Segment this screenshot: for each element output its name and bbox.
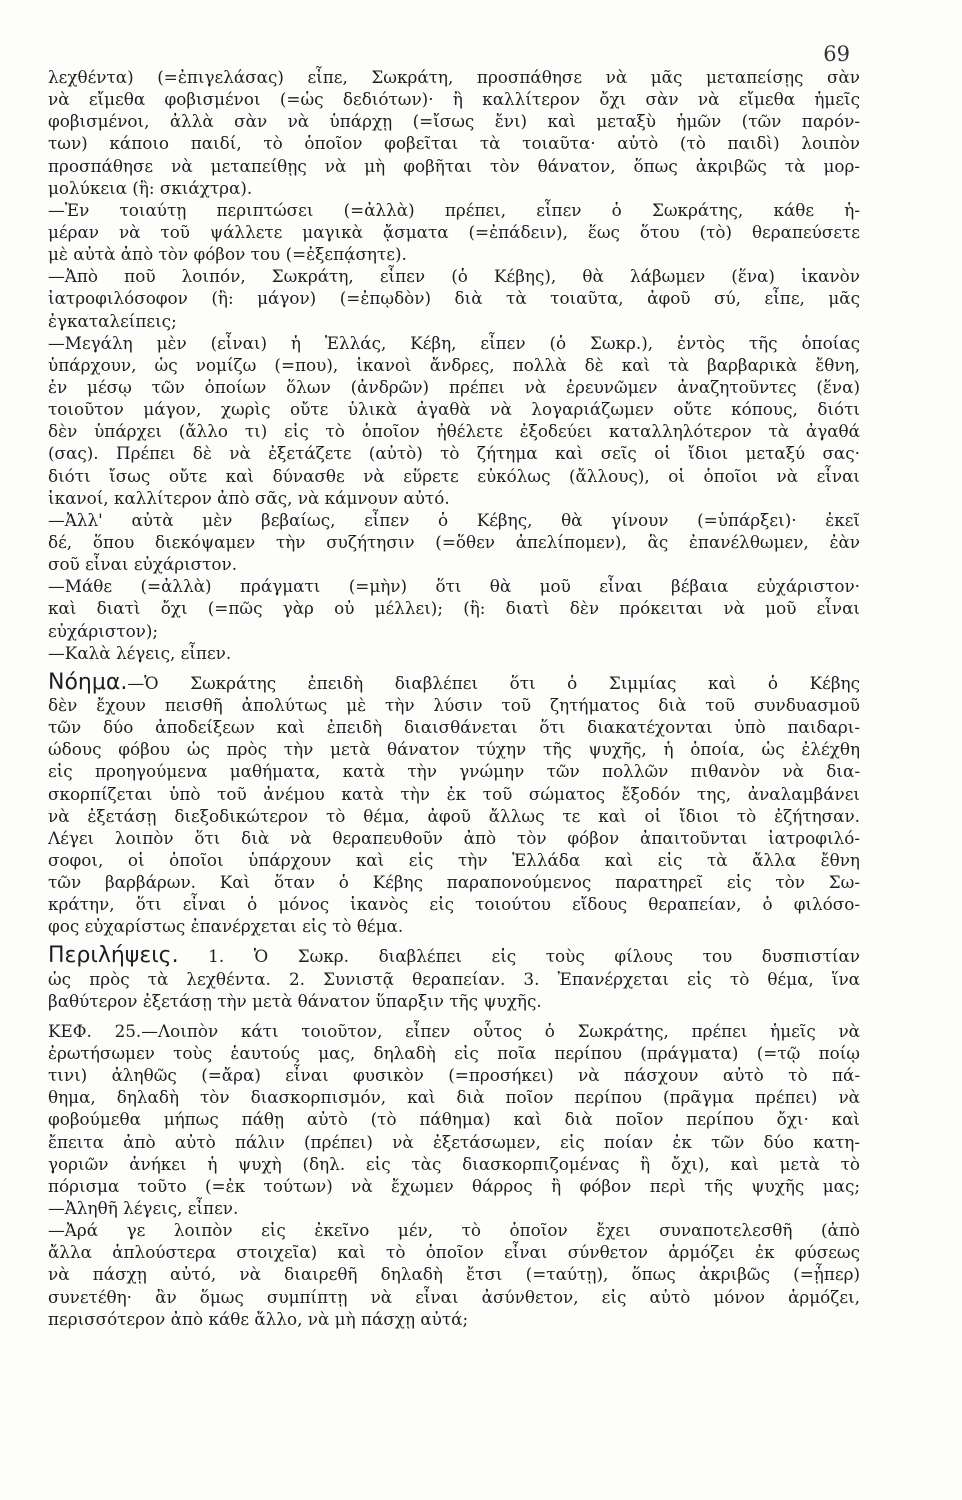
- text-line: δέ, ὅπου διεκόψαμεν τὴν συζήτησιν (=ὅθεν ἀπελίπομεν), ἃς ἐπανέλθωμεν, ἐὰν: [48, 531, 860, 552]
- text-line: διότι ἴσως οὔτε καὶ δύνασθε νὰ εὕρετε εὐκόλως (ἄλλους), οἱ ὁποῖοι νὰ εἶναι: [48, 465, 860, 486]
- text-line: —Ἀληθῆ λέγεις, εἶπεν.: [48, 1198, 239, 1219]
- text-line: —Ἐν τοιαύτῃ περιπτώσει (=ἀλλὰ) πρέπει, εἶπεν ὁ Σωκράτης, κάθε ἡ-: [48, 199, 860, 220]
- text-line: βαθύτερον ἐξετάσῃ τὴν μετὰ θάνατον ὕπαρξιν τῆς ψυχῆς.: [48, 990, 542, 1011]
- text-line: σοφοι, οἱ ὁποῖοι ὑπάρχουν καὶ εἰς τὴν Ἑλλάδα καὶ εἰς τὰ ἄλλα ἔθνη: [48, 849, 860, 870]
- text-line: δὲν ὑπάρχει (ἄλλο τι) εἰς τὸ ὁποῖον ἠθέλετε ἐξοδεύει καταλληλότερον τὰ ἀγαθά: [48, 421, 860, 442]
- text-line: τινι) ἀληθῶς (=ἄρα) εἶναι φυσικὸν (=προσήκει) νὰ πάσχουν αὐτὸ τὸ πά-: [48, 1065, 860, 1086]
- text-line: εὐχάριστον);: [48, 620, 159, 641]
- text-line: —Μάθε (=ἀλλὰ) πράγματι (=μὴν) ὅτι θὰ μοῦ εἶναι βέβαια εὐχάριστον·: [48, 576, 860, 597]
- text-line: εἰς προηγούμενα μαθήματα, κατὰ τὴν γνώμην τῶν πολλῶν πιθανὸν νὰ δια-: [48, 761, 860, 782]
- section-heading-line: Νόημα.—Ὁ Σωκράτης ἐπειδὴ διαβλέπει ὅτι ὁ Σιμμίας καὶ ὁ Κέβης: [48, 669, 860, 695]
- section-heading-line: Περιλήψεις. 1. Ὁ Σωκρ. διαβλέπει εἰς τοὺς φίλους του δυσπιστίαν: [48, 943, 860, 969]
- text-line: (σας). Πρέπει δὲ νὰ ἐξετάζετε (αὐτὸ) τὸ ζήτημα καὶ σεῖς οἱ ἴδιοι μεταξύ σας·: [48, 443, 860, 464]
- text-line: πόρισμα τοῦτο (=ἐκ τούτων) νὰ ἔχωμεν θάρρος ἢ φόβον περὶ τῆς ψυχῆς μας;: [48, 1175, 860, 1196]
- section-gap: [48, 664, 860, 672]
- text-line: —Μεγάλη μὲν (εἶναι) ἡ Ἑλλάς, Κέβη, εἶπεν (ὁ Σωκρ.), ἐντὸς τῆς ὁποίας: [48, 332, 860, 353]
- text-line: Λέγει λοιπὸν ὅτι διὰ νὰ θεραπευθοῦν ἀπὸ τὸν φόβον ἀπαιτοῦνται ἰατροφιλό-: [48, 827, 860, 848]
- text-line: φοβισμένοι, ἀλλὰ σὰν νὰ ὑπάρχῃ (=ἴσως ἔνι) καὶ μεταξὺ ἡμῶν (τῶν παρόν-: [48, 111, 860, 132]
- text-line: τοιοῦτον μάγον, χωρὶς οὔτε ὑλικὰ ἀγαθὰ νὰ λογαριάζωμεν οὔτε κόπους, διότι: [48, 399, 860, 420]
- text-line: ΚΕΦ. 25.—Λοιπὸν κάτι τοιοῦτον, εἶπεν οὗτος ὁ Σωκράτης, πρέπει ἡμεῖς νὰ: [48, 1020, 860, 1041]
- text-line: —Καλὰ λέγεις, εἶπεν.: [48, 642, 232, 663]
- text-line: τῶν βαρβάρων. Καὶ ὅταν ὁ Κέβης παραπονούμενος παρατηρεῖ εἰς τὸν Σω-: [48, 872, 860, 893]
- text-line: νὰ εἴμεθα φοβισμένοι (=ὡς δεδιότων)· ἢ καλλίτερον ὄχι σὰν νὰ εἴμεθα ἡμεῖς: [48, 89, 860, 110]
- text-line: μέραν νὰ τοῦ ψάλλετε μαγικὰ ᾄσματα (=ἐπάδειν), ἕως ὅτου (τὸ) θεραπεύσετε: [48, 221, 860, 242]
- text-line: ὑπάρχουν, ὡς νομίζω (=που), ἱκανοὶ ἄνδρες, πολλὰ δὲ καὶ τὰ βαρβαρικὰ ἔθνη,: [48, 354, 860, 375]
- text-line: ἄλλα ἁπλούστερα στοιχεῖα) καὶ τὸ ὁποῖον εἶναι σύνθετον ἁρμόζει ἐκ φύσεως: [48, 1242, 860, 1263]
- text-line: κράτην, ὅτι εἶναι ὁ μόνος ἱκανὸς εἰς τοιούτου εἴδους θεραπείαν, ὁ φιλόσο-: [48, 894, 860, 915]
- text-line: γοριῶν ἀνήκει ἡ ψυχὴ (δηλ. εἰς τὰς διασκορπιζομένας ἢ ὄχι), καὶ μετὰ τὸ: [48, 1153, 860, 1174]
- text-line: τῶν δύο ἀποδείξεων καὶ ἐπειδὴ διαισθάνεται ὅτι διακατέχονται ὑπὸ παιδαρι-: [48, 717, 860, 738]
- text-line: —Ἀπὸ ποῦ λοιπόν, Σωκράτη, εἶπεν (ὁ Κέβης), θὰ λάβωμεν (ἕνα) ἱκανὸν: [48, 266, 860, 287]
- text-line: φος εὐχαρίστως ἐπανέρχεται εἰς τὸ θέμα.: [48, 916, 404, 937]
- text-line: προσπάθησε νὰ μεταπείθῃς νὰ μὴ φοβῆται τὸν θάνατον, ὅπως ἀκριβῶς τὰ μορ-: [48, 155, 860, 176]
- text-line: δὲν ἔχουν πεισθῆ ἀπολύτως μὲ τὴν λύσιν τοῦ ζητήματος διὰ τοῦ συνδυασμοῦ: [48, 694, 860, 715]
- text-line: ἐν μέσῳ τῶν ὁποίων ὅλων (ἀνδρῶν) πρέπει νὰ ἐρευνῶμεν ἀναζητοῦντες (ἕνα): [48, 376, 860, 397]
- text-line: —Ἀρά γε λοιπὸν εἰς ἐκεῖνο μέν, τὸ ὁποῖον ἔχει συναποτελεσθῆ (ἀπὸ: [48, 1220, 860, 1241]
- text-line: καὶ διατὶ ὄχι (=πῶς γὰρ οὐ μέλλει); (ἢ: διατὶ δὲν πρόκειται νὰ μοῦ εἶναι: [48, 598, 860, 619]
- page-number: 69: [823, 42, 850, 66]
- text-line: νὰ ἐξετάσῃ διεξοδικώτερον τὸ θέμα, ἀφοῦ ἄλλως τε καὶ οἱ ἴδιοι τὸ ἐζήτησαν.: [48, 805, 860, 826]
- text-line: μὲ αὐτὰ ἀπὸ τὸν φόβον του (=ἐξεπᾴσητε).: [48, 244, 407, 265]
- text-line: ἔπειτα ἀπὸ αὐτὸ πάλιν (πρέπει) νὰ ἐξετάσωμεν, εἰς ποίαν ἐκ τῶν δύο κατη-: [48, 1131, 860, 1152]
- text-line: σοῦ εἶναι εὐχάριστον.: [48, 554, 238, 575]
- section-gap: [48, 1012, 860, 1020]
- text-line: σκορπίζεται ὑπὸ τοῦ ἀνέμου κατὰ τὴν ἐκ τοῦ σώματος ἔξοδόν της, ἀναλαμβάνει: [48, 783, 860, 804]
- text-line: περισσότερον ἀπὸ κάθε ἄλλο, νὰ μὴ πάσχῃ αὐτά;: [48, 1308, 469, 1329]
- text-line: ἐγκαταλείπεις;: [48, 310, 177, 331]
- text-line: θημα, δηλαδὴ τὸν διασκορπισμόν, καὶ διὰ ποῖον περίπου (πρᾶγμα πρέπει) νὰ: [48, 1087, 860, 1108]
- text-line: ἐρωτήσωμεν τοὺς ἑαυτούς μας, δηλαδὴ εἰς ποῖα περίπου (πράγματα) (=τῷ ποίῳ: [48, 1043, 860, 1064]
- text-line: ἱκανοί, καλλίτερον ἀπὸ σᾶς, νὰ κάμνουν αὐτό.: [48, 487, 450, 508]
- text-line: ώδους φόβου ὡς πρὸς τὴν μετὰ θάνατον τύχην τῆς ψυχῆς, ἡ ὁποία, ὡς ἐλέχθη: [48, 739, 860, 760]
- text-line: μολύκεια (ἢ: σκιάχτρα).: [48, 177, 253, 198]
- text-line: ὡς πρὸς τὰ λεχθέντα. 2. Συνιστᾷ θεραπείαν. 3. Ἐπανέρχεται εἰς τὸ θέμα, ἵνα: [48, 968, 860, 989]
- text-line: συνετέθη· ἂν ὅμως συμπίπτῃ νὰ εἶναι ἀσύνθετον, εἰς αὐτὸ μόνον ἁρμόζει,: [48, 1286, 860, 1307]
- text-line: λεχθέντα) (=ἐπιγελάσας) εἶπε, Σωκράτη, προσπάθησε νὰ μᾶς μεταπείσῃς σὰν: [48, 67, 860, 87]
- text-line: νὰ πάσχῃ αὐτό, νὰ διαιρεθῆ δηλαδὴ ἔτσι (=ταύτῃ), ὅπως ἀκριβῶς (=ᾗπερ): [48, 1264, 860, 1285]
- text-line: ἰατροφιλόσοφον (ἢ: μάγον) (=ἐπῳδὸν) διὰ τὰ τοιαῦτα, ἀφοῦ σύ, εἶπε, μᾶς: [48, 288, 860, 309]
- text-line: των) κάποιο παιδί, τὸ ὁποῖον φοβεῖται τὰ τοιαῦτα· αὐτὸ (τὸ παιδὶ) λοιπὸν: [48, 133, 860, 154]
- text-line: —Ἀλλ' αὐτὰ μὲν βεβαίως, εἶπεν ὁ Κέβης, θὰ γίνουν (=ὑπάρξει)· ἐκεῖ: [48, 509, 860, 530]
- body-text: [48, 66, 860, 1330]
- text-line: φοβούμεθα μήπως πάθῃ αὐτὸ (τὸ πάθημα) καὶ διὰ ποῖον περίπου ὄχι· καὶ: [48, 1109, 860, 1130]
